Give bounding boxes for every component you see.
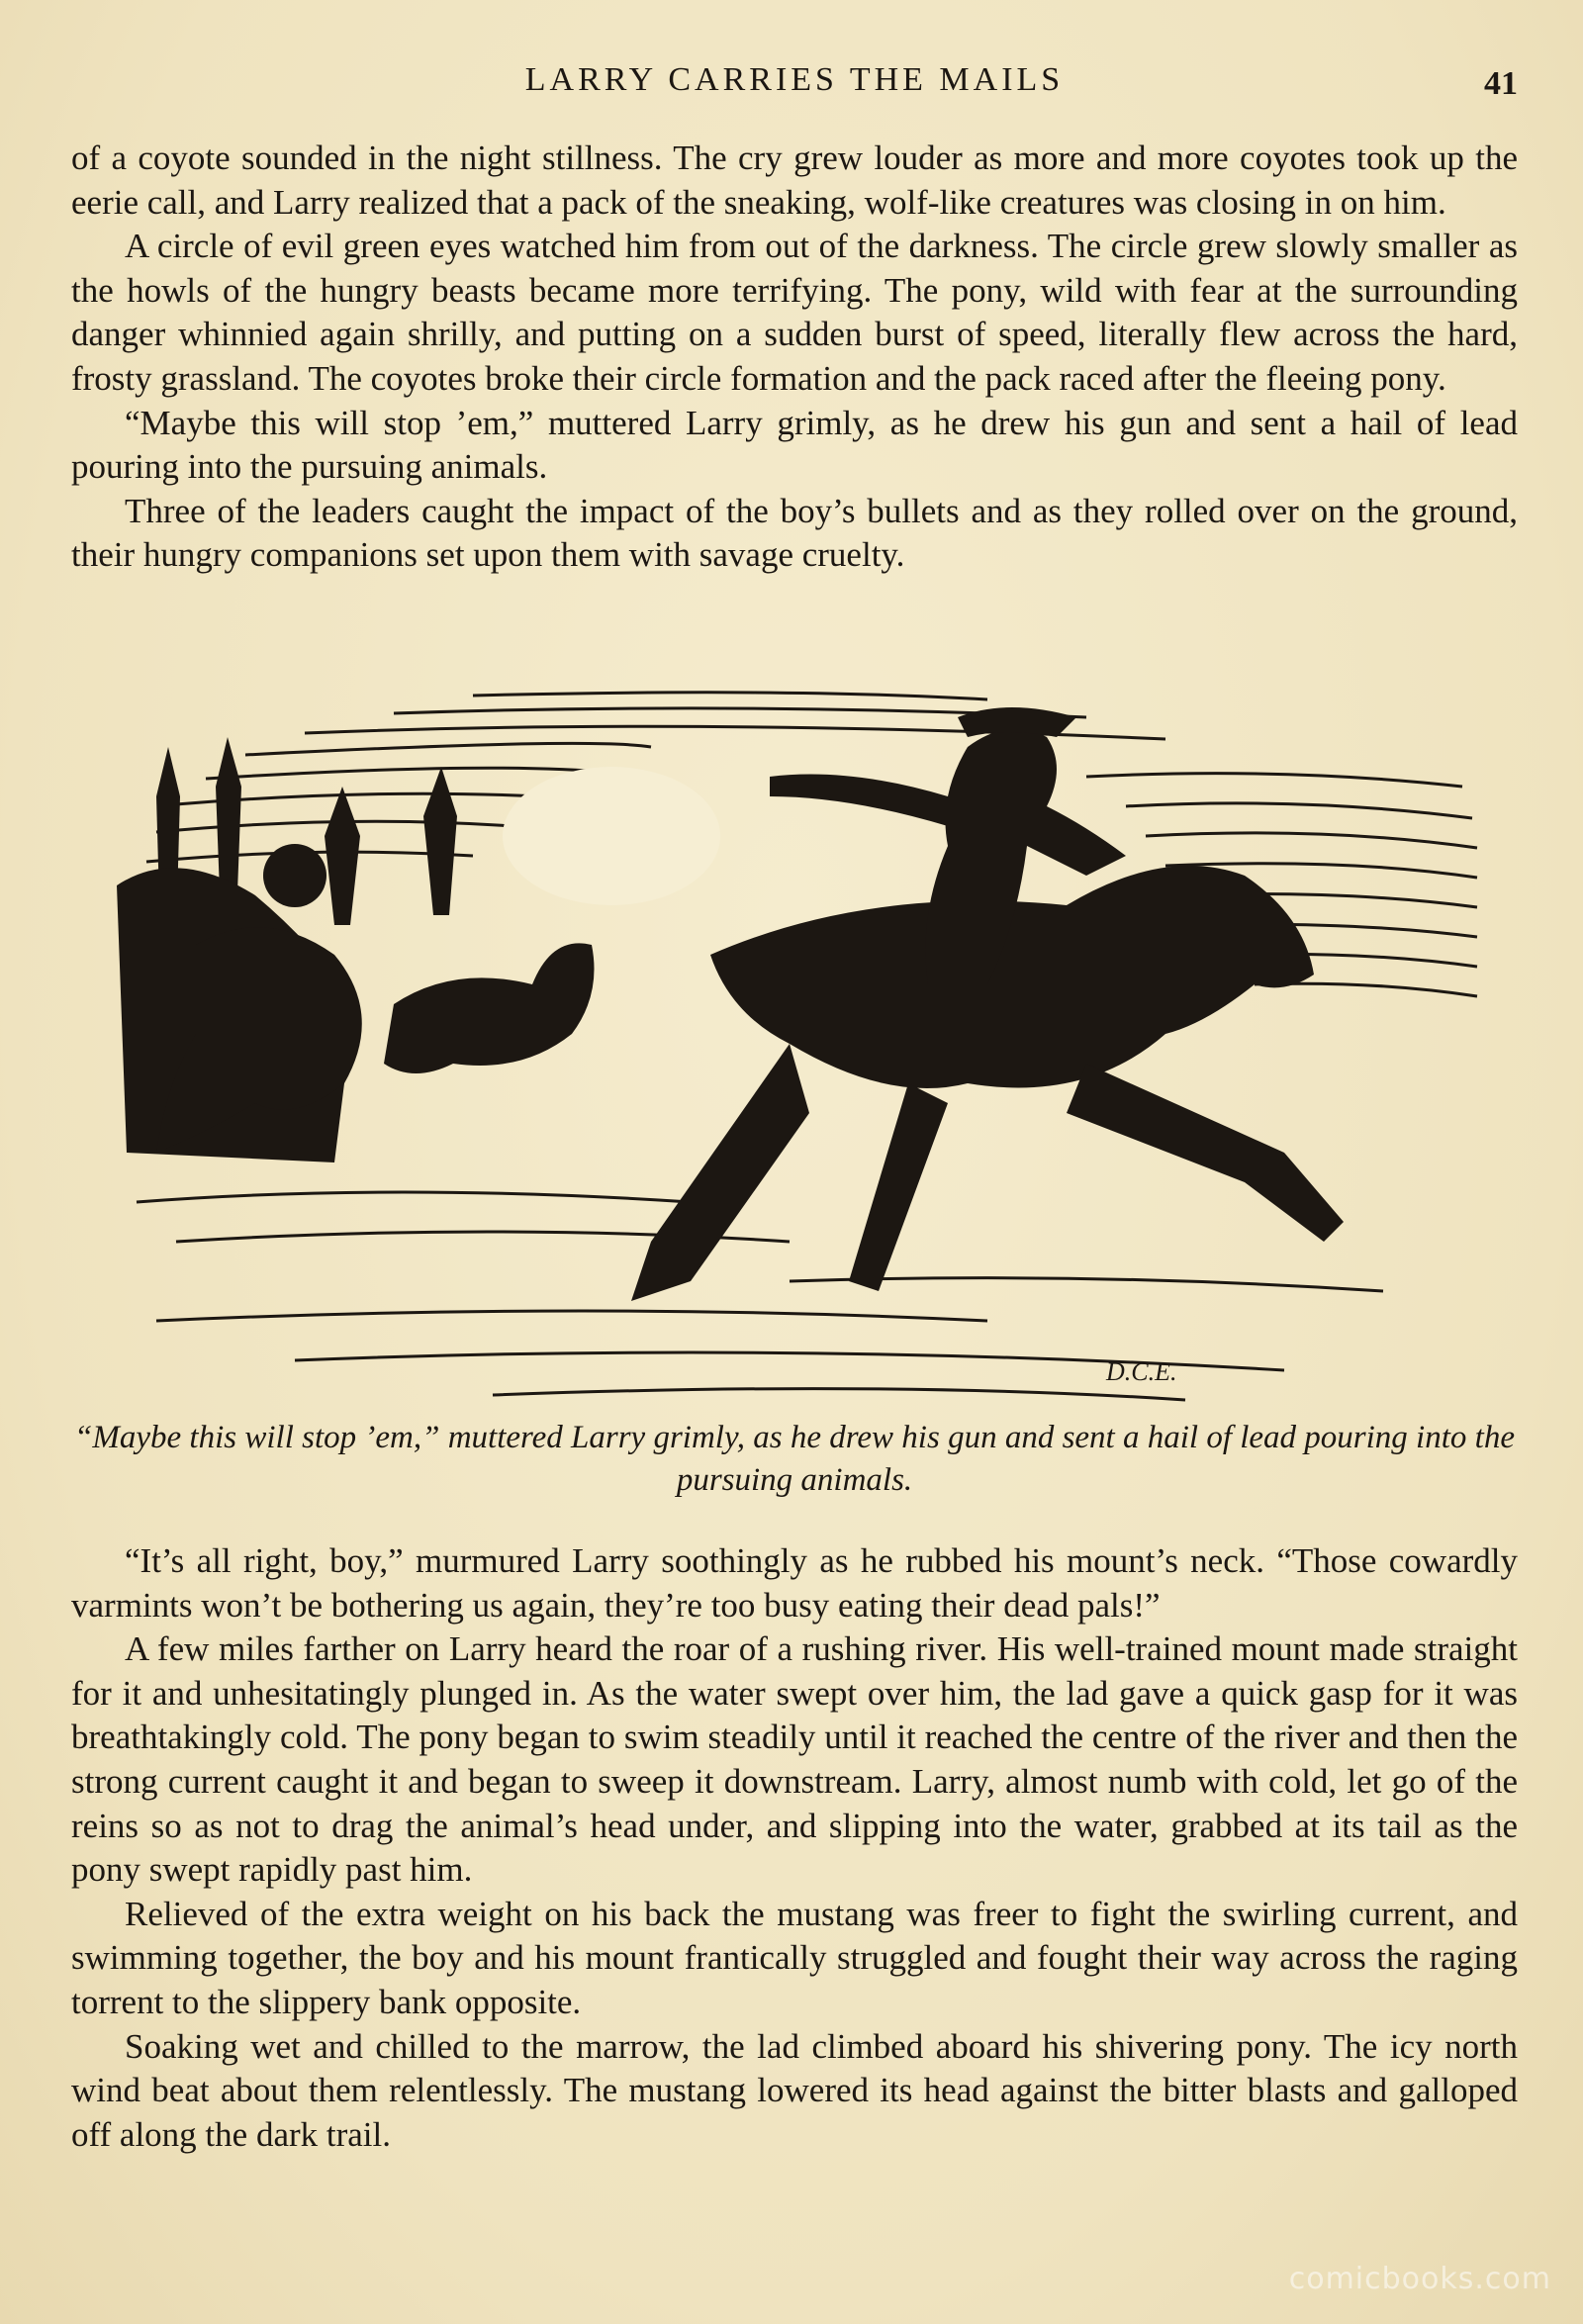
paragraph: Three of the leaders caught the impact of the boy’s bullets and as they rolled over on the ground, their hungry companions set upon them with savage cruelty. [71,491,1518,575]
artist-signature: D.C.E. [1106,1357,1177,1386]
paragraph: A circle of evil green eyes watched him from out of the darkness. The circle grew slowly smaller as the howls of the hungry beasts became more terrifying. The pony, wild with fear at the surrounding danger whinnied again shrilly, and putting on a sudden burst of speed, literally flew across the hard, frosty grassland. The coyotes broke their circle formation and the pack raced after the fleeing pony. [71,227,1518,398]
page-number: 41 [1484,65,1518,102]
illustration-rider-and-coyotes [97,688,1492,1415]
ink-drawing [97,688,1492,1415]
body-text-top [71,137,1518,578]
paragraph: A few miles farther on Larry heard the roar of a rushing river. His well-trained mount made straight for it and unhesitatingly plunged in. As the water swept over him, the lad gave a quick gasp for it was breathtakingly cold. The pony began to swim steadily until it reached the centre of the river and then the strong current caught it and began to sweep it downstream. Larry, almost numb with cold, let go of the reins so as not to drag the animal’s head under, and slipping into the water, grabbed at its tail as the pony swept rapidly past him. [71,1629,1518,1890]
body-text-bottom [71,1539,1518,2157]
paragraph: “It’s all right, boy,” murmured Larry soothingly as he rubbed his mount’s neck. “Those cowardly varmints won’t be bothering us again, they’re too busy eating their dead pals!” [71,1541,1518,1625]
watermark: comicbooks.com [1288,2262,1551,2296]
paragraph: Soaking wet and chilled to the marrow, the lad climbed aboard his shivering pony. The icy north wind beat about them relentlessly. The mustang lowered its head against the bitter blasts and galloped off along the dark trail. [71,2026,1518,2154]
moon-cloud [503,767,720,905]
page-header [71,61,1518,111]
paragraph: Relieved of the extra weight on his back the mustang was freer to fight the swirling current, and swimming together, the boy and his mount frantically struggled and fought their way across the raging torrent to the slippery bank opposite. [71,1894,1518,2021]
paragraph: of a coyote sounded in the night stillness. The cry grew louder as more and more coyotes took up the eerie call, and Larry realized that a pack of the sneaking, wolf-like creatures was closing in on him. [71,139,1518,222]
ground-hatching [137,1192,1383,1400]
paragraph: “Maybe this will stop ’em,” muttered Larry grimly, as he drew his gun and sent a hail of lead pouring into the pursuing animals. [71,403,1518,487]
running-head: LARRY CARRIES THE MAILS [524,61,1065,98]
illustration-caption: “Maybe this will stop ’em,” muttered Larry grimly, as he drew his gun and sent a hail of lead pouring into the pursuing animals. [74,1420,1515,1498]
